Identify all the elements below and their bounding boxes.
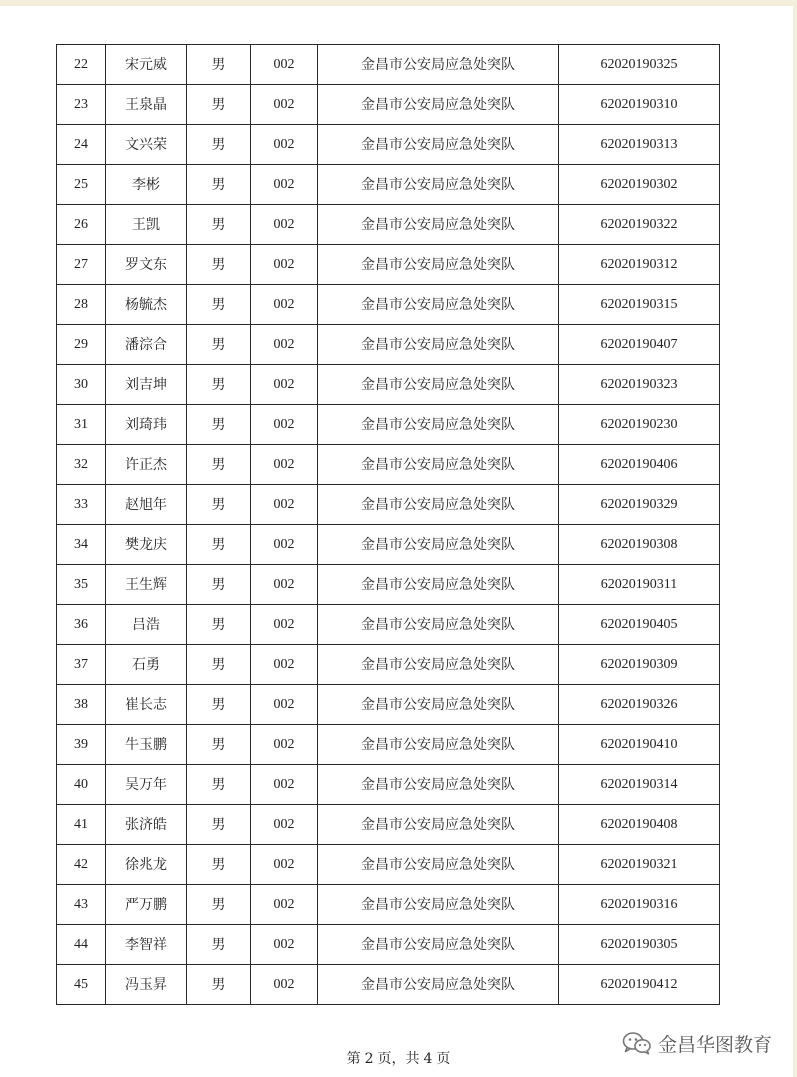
cell-ticket-number: 62020190321 [559,845,720,885]
cell-gender: 男 [187,245,251,285]
roster-table [56,44,720,1005]
table-row [57,45,720,85]
cell-number: 40 [57,765,106,805]
cell-unit: 金昌市公安局应急处突队 [318,685,559,725]
cell-position-code: 002 [251,525,318,565]
cell-ticket-number: 62020190309 [559,645,720,685]
cell-unit: 金昌市公安局应急处突队 [318,485,559,525]
page-mid: 页，共 [377,1051,420,1067]
cell-number: 26 [57,205,106,245]
cell-unit: 金昌市公安局应急处突队 [318,845,559,885]
cell-gender: 男 [187,325,251,365]
cell-position-code: 002 [251,805,318,845]
cell-gender: 男 [187,85,251,125]
cell-name: 李彬 [106,165,187,205]
cell-gender: 男 [187,125,251,165]
cell-gender: 男 [187,645,251,685]
cell-gender: 男 [187,445,251,485]
cell-position-code: 002 [251,45,318,85]
cell-position-code: 002 [251,445,318,485]
cell-ticket-number: 62020190326 [559,685,720,725]
cell-number: 23 [57,85,106,125]
cell-unit: 金昌市公安局应急处突队 [318,365,559,405]
page-current: 2 [364,1051,374,1067]
cell-name: 王泉晶 [106,85,187,125]
cell-ticket-number: 62020190302 [559,165,720,205]
cell-position-code: 002 [251,285,318,325]
cell-ticket-number: 62020190322 [559,205,720,245]
table-row [57,445,720,485]
page-edge-right [793,0,797,1077]
cell-name: 牛玉鹏 [106,725,187,765]
cell-position-code: 002 [251,325,318,365]
cell-ticket-number: 62020190410 [559,725,720,765]
cell-position-code: 002 [251,645,318,685]
cell-name: 张济皓 [106,805,187,845]
cell-name: 潘淙合 [106,325,187,365]
cell-position-code: 002 [251,85,318,125]
cell-gender: 男 [187,525,251,565]
cell-position-code: 002 [251,965,318,1005]
cell-number: 42 [57,845,106,885]
cell-unit: 金昌市公安局应急处突队 [318,445,559,485]
cell-gender: 男 [187,605,251,645]
cell-name: 杨毓杰 [106,285,187,325]
roster-body [57,45,720,1005]
cell-name: 李智祥 [106,925,187,965]
cell-number: 35 [57,565,106,605]
cell-unit: 金昌市公安局应急处突队 [318,405,559,445]
cell-unit: 金昌市公安局应急处突队 [318,925,559,965]
cell-number: 39 [57,725,106,765]
cell-name: 刘琦玮 [106,405,187,445]
table-row [57,965,720,1005]
cell-ticket-number: 62020190310 [559,85,720,125]
cell-number: 34 [57,525,106,565]
cell-ticket-number: 62020190311 [559,565,720,605]
cell-name: 崔长志 [106,685,187,725]
cell-unit: 金昌市公安局应急处突队 [318,725,559,765]
cell-number: 33 [57,485,106,525]
cell-number: 22 [57,45,106,85]
cell-ticket-number: 62020190323 [559,365,720,405]
cell-unit: 金昌市公安局应急处突队 [318,245,559,285]
cell-ticket-number: 62020190305 [559,925,720,965]
table-row [57,685,720,725]
cell-number: 45 [57,965,106,1005]
cell-name: 吴万年 [106,765,187,805]
cell-number: 43 [57,885,106,925]
cell-ticket-number: 62020190407 [559,325,720,365]
cell-gender: 男 [187,45,251,85]
cell-position-code: 002 [251,485,318,525]
cell-ticket-number: 62020190325 [559,45,720,85]
cell-name: 王凯 [106,205,187,245]
cell-name: 石勇 [106,645,187,685]
page-suffix: 页 [436,1051,451,1067]
table-row [57,645,720,685]
table-row [57,245,720,285]
cell-number: 36 [57,605,106,645]
cell-unit: 金昌市公安局应急处突队 [318,325,559,365]
table-row [57,485,720,525]
table-row [57,405,720,445]
cell-ticket-number: 62020190408 [559,805,720,845]
cell-ticket-number: 62020190315 [559,285,720,325]
page-edge-top [0,0,797,6]
cell-unit: 金昌市公安局应急处突队 [318,205,559,245]
cell-gender: 男 [187,925,251,965]
cell-gender: 男 [187,685,251,725]
cell-position-code: 002 [251,405,318,445]
cell-name: 赵旭年 [106,485,187,525]
table-row [57,165,720,205]
cell-gender: 男 [187,485,251,525]
cell-unit: 金昌市公安局应急处突队 [318,805,559,845]
cell-ticket-number: 62020190314 [559,765,720,805]
cell-unit: 金昌市公安局应急处突队 [318,965,559,1005]
cell-position-code: 002 [251,605,318,645]
table-row [57,205,720,245]
table-row [57,845,720,885]
cell-unit: 金昌市公安局应急处突队 [318,645,559,685]
cell-ticket-number: 62020190316 [559,885,720,925]
table-row [57,925,720,965]
cell-gender: 男 [187,405,251,445]
table-row [57,125,720,165]
cell-unit: 金昌市公安局应急处突队 [318,165,559,205]
table-row [57,85,720,125]
cell-ticket-number: 62020190312 [559,245,720,285]
table-row [57,725,720,765]
cell-unit: 金昌市公安局应急处突队 [318,45,559,85]
cell-gender: 男 [187,805,251,845]
cell-name: 严万鹏 [106,885,187,925]
table-row [57,765,720,805]
cell-number: 31 [57,405,106,445]
cell-position-code: 002 [251,765,318,805]
cell-position-code: 002 [251,685,318,725]
cell-unit: 金昌市公安局应急处突队 [318,885,559,925]
cell-ticket-number: 62020190412 [559,965,720,1005]
cell-ticket-number: 62020190406 [559,445,720,485]
cell-position-code: 002 [251,125,318,165]
watermark [622,1028,772,1058]
cell-number: 30 [57,365,106,405]
cell-number: 29 [57,325,106,365]
table-row [57,525,720,565]
cell-number: 41 [57,805,106,845]
cell-number: 24 [57,125,106,165]
cell-position-code: 002 [251,205,318,245]
cell-unit: 金昌市公安局应急处突队 [318,565,559,605]
cell-ticket-number: 62020190329 [559,485,720,525]
cell-name: 冯玉昇 [106,965,187,1005]
cell-name: 王生辉 [106,565,187,605]
cell-unit: 金昌市公安局应急处突队 [318,285,559,325]
cell-number: 27 [57,245,106,285]
cell-unit: 金昌市公安局应急处突队 [318,765,559,805]
cell-name: 文兴荣 [106,125,187,165]
cell-name: 徐兆龙 [106,845,187,885]
cell-name: 许正杰 [106,445,187,485]
cell-number: 32 [57,445,106,485]
cell-gender: 男 [187,885,251,925]
cell-ticket-number: 62020190230 [559,405,720,445]
cell-position-code: 002 [251,925,318,965]
table-row [57,365,720,405]
cell-gender: 男 [187,845,251,885]
cell-unit: 金昌市公安局应急处突队 [318,525,559,565]
page-total: 4 [423,1051,433,1067]
cell-position-code: 002 [251,725,318,765]
cell-ticket-number: 62020190405 [559,605,720,645]
cell-ticket-number: 62020190308 [559,525,720,565]
cell-position-code: 002 [251,245,318,285]
wechat-icon [622,1031,652,1055]
table-row [57,805,720,845]
cell-gender: 男 [187,285,251,325]
cell-gender: 男 [187,965,251,1005]
cell-gender: 男 [187,725,251,765]
watermark-text: 金昌华图教育 [658,1033,773,1056]
cell-gender: 男 [187,365,251,405]
cell-position-code: 002 [251,365,318,405]
cell-position-code: 002 [251,565,318,605]
cell-position-code: 002 [251,165,318,205]
cell-name: 吕浩 [106,605,187,645]
table-row [57,565,720,605]
cell-unit: 金昌市公安局应急处突队 [318,605,559,645]
table-row [57,885,720,925]
cell-name: 罗文东 [106,245,187,285]
cell-number: 25 [57,165,106,205]
cell-number: 44 [57,925,106,965]
cell-name: 宋元威 [106,45,187,85]
cell-unit: 金昌市公安局应急处突队 [318,125,559,165]
cell-gender: 男 [187,765,251,805]
cell-number: 37 [57,645,106,685]
cell-number: 28 [57,285,106,325]
cell-ticket-number: 62020190313 [559,125,720,165]
cell-gender: 男 [187,205,251,245]
table-row [57,605,720,645]
cell-position-code: 002 [251,845,318,885]
cell-name: 樊龙庆 [106,525,187,565]
cell-name: 刘吉坤 [106,365,187,405]
table-row [57,285,720,325]
cell-unit: 金昌市公安局应急处突队 [318,85,559,125]
table-row [57,325,720,365]
cell-gender: 男 [187,565,251,605]
page-prefix: 第 [346,1051,361,1067]
cell-number: 38 [57,685,106,725]
cell-gender: 男 [187,165,251,205]
cell-position-code: 002 [251,885,318,925]
